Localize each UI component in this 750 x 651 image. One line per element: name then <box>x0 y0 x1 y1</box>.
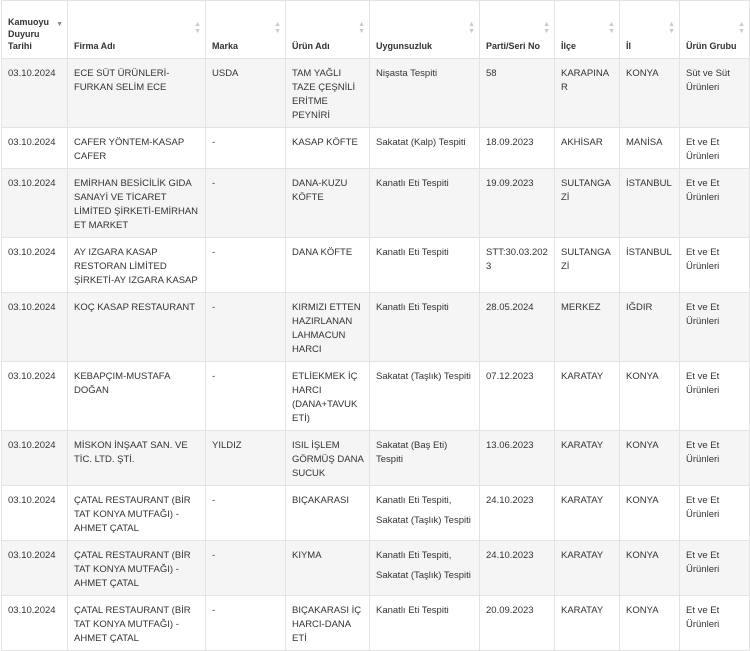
table-cell: 03.10.2024 <box>2 431 68 486</box>
table-cell: AY IZGARA KASAP RESTORAN LİMİTED ŞİRKETİ-AY IZGARA KASAP <box>68 238 206 293</box>
table-cell: Et ve Et Ürünleri <box>680 293 750 362</box>
table-cell: Sakatat (Taşlık) Tespiti <box>370 362 480 431</box>
sort-icon[interactable]: ▲ ▼ <box>543 21 550 35</box>
table-cell: 24.10.2023 <box>480 486 555 541</box>
table-cell: Kanatlı Eti Tespiti <box>370 293 480 362</box>
table-cell: 18.09.2023 <box>480 128 555 169</box>
column-header-label: Ürün Grubu <box>686 41 737 51</box>
table-row <box>2 169 750 238</box>
table-cell: Et ve Et Ürünleri <box>680 431 750 486</box>
table-cell: Sakatat (Kalp) Tespiti <box>370 128 480 169</box>
table-cell <box>370 541 480 596</box>
sort-icon[interactable]: ▲ ▼ <box>608 21 615 35</box>
table-cell: Et ve Et Ürünleri <box>680 128 750 169</box>
table-cell: KONYA <box>620 362 680 431</box>
table-cell: Et ve Et Ürünleri <box>680 486 750 541</box>
table-cell: - <box>206 596 286 651</box>
table-cell: Et ve Et Ürünleri <box>680 596 750 651</box>
table-cell: Sakatat (Baş Eti) Tespiti <box>370 431 480 486</box>
table-row <box>2 238 750 293</box>
table-cell: 13.06.2023 <box>480 431 555 486</box>
table-cell: 03.10.2024 <box>2 541 68 596</box>
table-cell: KASAP KÖFTE <box>286 128 370 169</box>
table-cell: - <box>206 293 286 362</box>
table-cell: Kanatlı Eti Tespiti <box>370 596 480 651</box>
cell-line: Kanatlı Eti Tespiti, <box>376 550 452 561</box>
table-cell: AKHİSAR <box>555 128 620 169</box>
table-header-row <box>2 1 750 59</box>
table-cell: MİSKON İNŞAAT SAN. VE TİC. LTD. ŞTİ. <box>68 431 206 486</box>
table-cell: KONYA <box>620 59 680 128</box>
table-cell: BIÇAKARASI <box>286 486 370 541</box>
table-cell: KONYA <box>620 596 680 651</box>
table-row <box>2 541 750 596</box>
table-cell: STT:30.03.2023 <box>480 238 555 293</box>
sort-descending-icon[interactable]: ▼ <box>56 21 63 28</box>
column-header[interactable] <box>480 1 555 59</box>
table-cell: ÇATAL RESTAURANT (BİR TAT KONYA MUTFAĞI) - AHMET ÇATAL <box>68 486 206 541</box>
table-cell: - <box>206 541 286 596</box>
sort-icon[interactable]: ▲ ▼ <box>668 21 675 35</box>
table-cell: USDA <box>206 59 286 128</box>
table-cell: 19.09.2023 <box>480 169 555 238</box>
table-cell: ECE SÜT ÜRÜNLERİ-FURKAN SELİM ECE <box>68 59 206 128</box>
table-cell: ETLİEKMEK İÇ HARCI (DANA+TAVUK ETİ) <box>286 362 370 431</box>
table-cell: KONYA <box>620 431 680 486</box>
sort-icon[interactable]: ▲ ▼ <box>738 21 745 35</box>
table-cell: KARAPINAR <box>555 59 620 128</box>
table-cell: Kanatlı Eti Tespiti <box>370 238 480 293</box>
cell-line: Sakatat (Taşlık) Tespiti <box>376 570 471 581</box>
table-cell: - <box>206 128 286 169</box>
column-header-label: Uygunsuzluk <box>376 41 433 51</box>
table-cell: MANİSA <box>620 128 680 169</box>
table-cell: BIÇAKARASI İÇ HARCI-DANA ETİ <box>286 596 370 651</box>
table-cell: KOÇ KASAP RESTAURANT <box>68 293 206 362</box>
column-header[interactable] <box>680 1 750 59</box>
table-cell: Et ve Et Ürünleri <box>680 238 750 293</box>
column-header-label: İlçe <box>561 41 577 51</box>
column-header-label: Ürün Adı <box>292 41 330 51</box>
column-header[interactable] <box>206 1 286 59</box>
column-header-label: Firma Adı <box>74 41 116 51</box>
sort-icon[interactable]: ▲ ▼ <box>274 21 281 35</box>
table-cell: - <box>206 238 286 293</box>
column-header[interactable] <box>555 1 620 59</box>
table-cell: 03.10.2024 <box>2 362 68 431</box>
table-cell: - <box>206 169 286 238</box>
table-cell: KONYA <box>620 541 680 596</box>
table-cell: KARATAY <box>555 541 620 596</box>
table-row <box>2 362 750 431</box>
column-header[interactable] <box>286 1 370 59</box>
table-cell: 03.10.2024 <box>2 293 68 362</box>
recall-table <box>1 0 750 651</box>
table-row <box>2 596 750 651</box>
sort-icon[interactable]: ▲ ▼ <box>468 21 475 35</box>
table-cell: 58 <box>480 59 555 128</box>
table-cell: ISIL İŞLEM GÖRMÜŞ DANA SUCUK <box>286 431 370 486</box>
table-row <box>2 486 750 541</box>
table-cell: 03.10.2024 <box>2 128 68 169</box>
table-cell: IĞDIR <box>620 293 680 362</box>
table-cell: SULTANGAZİ <box>555 238 620 293</box>
table-cell: Kanatlı Eti Tespiti <box>370 169 480 238</box>
table-body <box>2 59 750 651</box>
table-row <box>2 128 750 169</box>
table-cell: SULTANGAZİ <box>555 169 620 238</box>
table-cell: KARATAY <box>555 596 620 651</box>
table-cell: - <box>206 486 286 541</box>
table-cell: EMİRHAN BESİCİLİK GIDA SANAYİ VE TİCARET LİMİTED ŞİRKETİ-EMİRHAN ET MARKET <box>68 169 206 238</box>
table-cell: KARATAY <box>555 362 620 431</box>
table-cell: Et ve Et Ürünleri <box>680 541 750 596</box>
table-cell: KONYA <box>620 486 680 541</box>
column-header-label: Marka <box>212 41 239 51</box>
table-cell: Et ve Et Ürünleri <box>680 362 750 431</box>
table-cell: DANA KÖFTE <box>286 238 370 293</box>
table-cell: CAFER YÖNTEM-KASAP CAFER <box>68 128 206 169</box>
table-cell: 03.10.2024 <box>2 238 68 293</box>
cell-line: Sakatat (Taşlık) Tespiti <box>376 515 471 526</box>
table-cell: İSTANBUL <box>620 238 680 293</box>
table-cell: YILDIZ <box>206 431 286 486</box>
column-header[interactable] <box>370 1 480 59</box>
sort-icon[interactable]: ▲ ▼ <box>194 21 201 35</box>
cell-line: Kanatlı Eti Tespiti, <box>376 495 452 506</box>
sort-icon[interactable]: ▲ ▼ <box>358 21 365 35</box>
table-row <box>2 59 750 128</box>
table-cell: 03.10.2024 <box>2 596 68 651</box>
table-cell: Süt ve Süt Ürünleri <box>680 59 750 128</box>
table-cell: 07.12.2023 <box>480 362 555 431</box>
table-cell: 24.10.2023 <box>480 541 555 596</box>
column-header-label: İl <box>626 41 632 51</box>
table-cell: KARATAY <box>555 431 620 486</box>
table-row <box>2 293 750 362</box>
table-cell: KIRMIZI ETTEN HAZIRLANAN LAHMACUN HARCI <box>286 293 370 362</box>
table-cell: Nişasta Tespiti <box>370 59 480 128</box>
table-cell: ÇATAL RESTAURANT (BİR TAT KONYA MUTFAĞI) - AHMET ÇATAL <box>68 596 206 651</box>
table-cell: İSTANBUL <box>620 169 680 238</box>
table-cell: MERKEZ <box>555 293 620 362</box>
column-header[interactable] <box>2 1 68 59</box>
table-cell: Et ve Et Ürünleri <box>680 169 750 238</box>
column-header[interactable] <box>620 1 680 59</box>
table-cell: DANA-KUZU KÖFTE <box>286 169 370 238</box>
table-cell: 03.10.2024 <box>2 59 68 128</box>
recall-table-container <box>1 0 749 651</box>
table-cell: TAM YAĞLI TAZE ÇEŞNİLİ ERİTME PEYNİRİ <box>286 59 370 128</box>
column-header[interactable] <box>68 1 206 59</box>
table-cell: 28.05.2024 <box>480 293 555 362</box>
table-row <box>2 431 750 486</box>
table-cell: 03.10.2024 <box>2 169 68 238</box>
column-header-label: Kamuoyu Duyuru Tarihi <box>8 17 50 51</box>
table-cell: KIYMA <box>286 541 370 596</box>
table-cell <box>370 486 480 541</box>
table-cell: KEBAPÇIM-MUSTAFA DOĞAN <box>68 362 206 431</box>
column-header-label: Parti/Seri No <box>486 41 541 51</box>
table-cell: KARATAY <box>555 486 620 541</box>
table-cell: 03.10.2024 <box>2 486 68 541</box>
table-cell: ÇATAL RESTAURANT (BİR TAT KONYA MUTFAĞI) - AHMET ÇATAL <box>68 541 206 596</box>
table-cell: - <box>206 362 286 431</box>
table-cell: 20.09.2023 <box>480 596 555 651</box>
